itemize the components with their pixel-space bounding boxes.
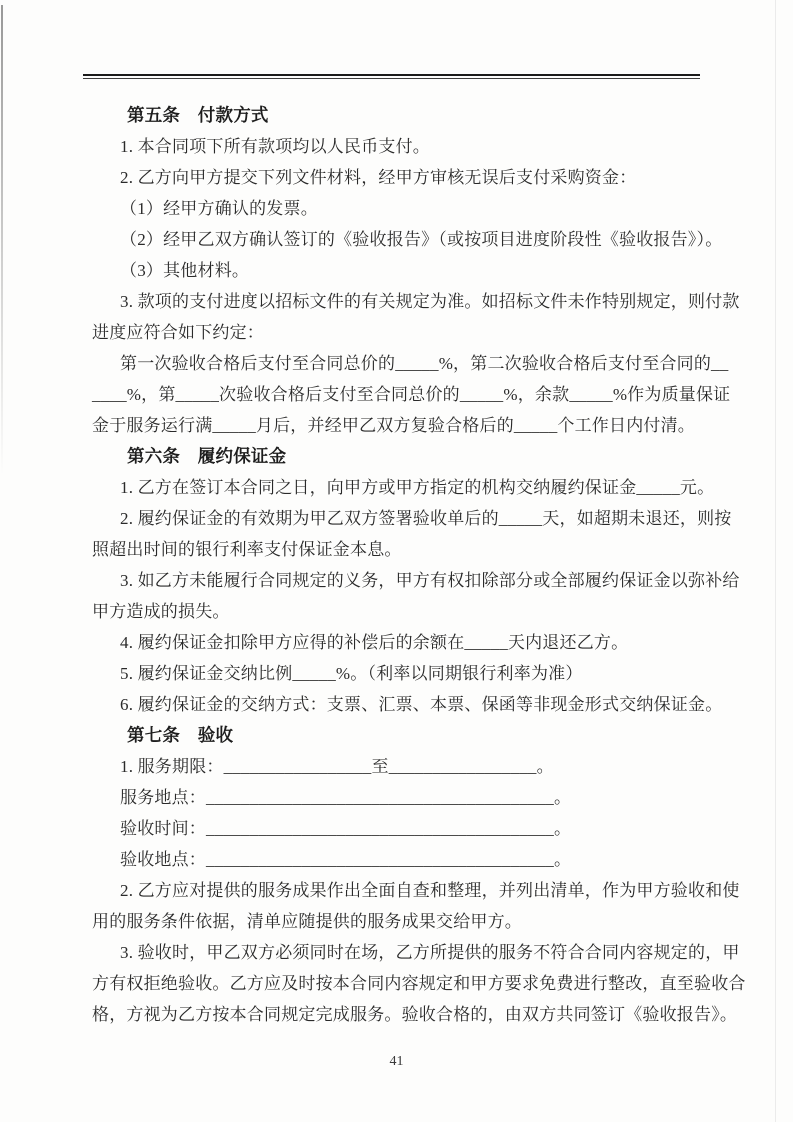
text-line: （3）其他材料。 [120, 261, 250, 280]
text-line: 2. 乙方应对提供的服务成果作出全面自查和整理，并列出清单，作为甲方验收和使 [120, 881, 740, 900]
text-line: ____%，第_____次验收合格后支付至合同总价的_____%，余款_____%作为质量保证 [92, 385, 731, 404]
text-line: 3. 款项的支付进度以招标文件的有关规定为准。如招标文件未作特别规定，则付款 [120, 292, 740, 311]
text-line: 1. 乙方在签订本合同之日，向甲方或甲方指定的机构交纳履约保证金_____元。 [120, 478, 715, 497]
text-line: 1. 服务期限：_________________至_________________。 [120, 757, 554, 776]
section-heading: 第五条 付款方式 [127, 105, 269, 125]
text-line: 3. 验收时，甲乙双方必须同时在场，乙方所提供的服务不符合合同内容规定的，甲 [120, 943, 740, 962]
document-lines [92, 100, 746, 1030]
text-line: 5. 履约保证金交纳比例_____%。（利率以同期银行利率为准） [120, 664, 583, 683]
text-line: 2. 乙方向甲方提交下列文件材料，经甲方审核无误后支付采购资金： [120, 168, 637, 187]
scan-edge-right [775, 0, 776, 1122]
text-line: 甲方造成的损失。 [92, 602, 230, 621]
text-line: （1）经甲方确认的发票。 [120, 199, 318, 218]
text-line: 方有权拒绝验收。乙方应及时按本合同内容规定和甲方要求免费进行整改，直至验收合 [92, 974, 746, 993]
text-line: 4. 履约保证金扣除甲方应得的补偿后的余额在_____天内退还乙方。 [120, 633, 629, 652]
text-line: 3. 如乙方未能履行合同规定的义务，甲方有权扣除部分或全部履约保证金以弥补给 [120, 571, 740, 590]
text-line: 金于服务运行满_____月后，并经甲乙双方复验合格后的_____个工作日内付清。 [92, 416, 695, 435]
page-number: 41 [389, 1054, 404, 1069]
section-heading: 第七条 验收 [127, 725, 234, 745]
text-line: 服务地点：________________________________________。 [120, 788, 572, 807]
text-line: 照超出时间的银行利率支付保证金本息。 [92, 540, 402, 559]
text-line: 用的服务条件依据，清单应随提供的服务成果交给甲方。 [92, 912, 522, 931]
section-heading: 第六条 履约保证金 [127, 446, 287, 466]
text-line: 进度应符合如下约定： [92, 323, 264, 342]
text-line: 验收地点：________________________________________。 [120, 850, 572, 869]
text-line: 1. 本合同项下所有款项均以人民币支付。 [120, 137, 430, 156]
text-line: （2）经甲乙双方确认签订的《验收报告》（或按项目进度阶段性《验收报告》）。 [120, 230, 723, 249]
header-rule [83, 74, 700, 79]
text-line: 2. 履约保证金的有效期为甲乙双方签署验收单后的_____天，如超期未退还，则按 [120, 509, 732, 528]
text-line: 验收时间：________________________________________。 [120, 819, 572, 838]
text-line: 第一次验收合格后支付至合同总价的_____%，第二次验收合格后支付至合同的__ [120, 354, 729, 373]
text-line: 6. 履约保证金的交纳方式：支票、汇票、本票、保函等非现金形式交纳保证金。 [120, 695, 723, 714]
text-line: 格，方视为乙方按本合同规定完成服务。验收合格的，由双方共同签订《验收报告》。 [92, 1005, 738, 1024]
scan-edge-left [1, 5, 3, 475]
